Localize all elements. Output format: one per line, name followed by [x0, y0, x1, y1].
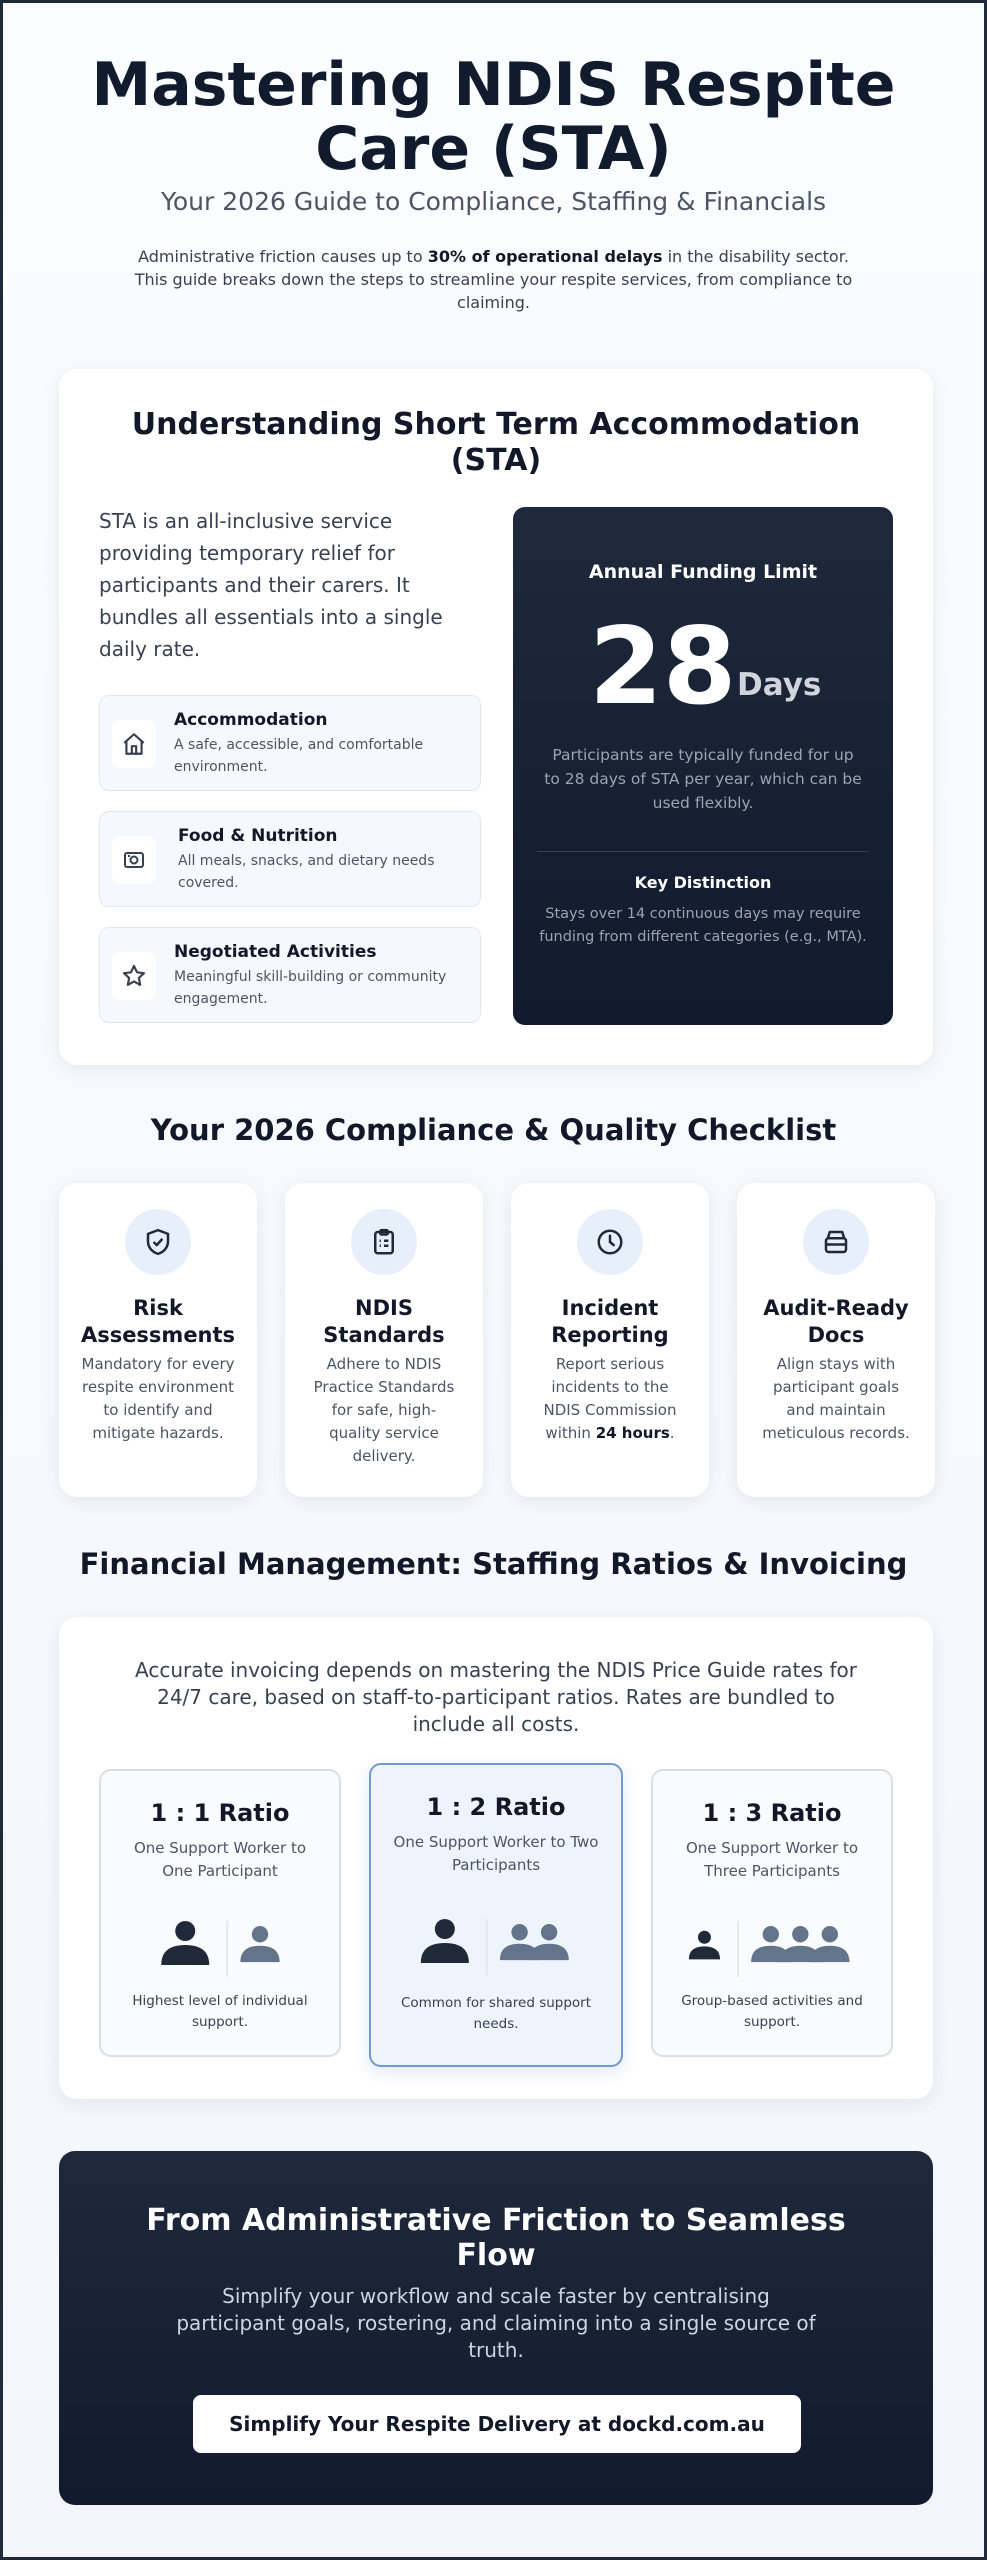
financial-title: Financial Management: Staffing Ratios & Invoicing	[79, 1547, 908, 1581]
cta-section	[59, 2151, 933, 2505]
ratio-title: 1 : 1 Ratio	[150, 1799, 290, 1827]
feature-text: All meals, snacks, and dietary needs covered.	[178, 853, 435, 891]
feature-activities	[99, 927, 481, 1023]
ratio-figure	[101, 1919, 335, 1979]
ratio-note: Common for shared support needs.	[400, 1995, 592, 2032]
checklist-card-title: NDIS Standards	[323, 1296, 445, 1347]
checklist-card-audit	[737, 1183, 935, 1497]
funding-limit-panel	[513, 507, 893, 1025]
feature-food	[99, 811, 481, 907]
key-distinction-title: Key Distinction	[634, 873, 772, 892]
funding-days-number: 28	[589, 605, 737, 728]
ratio-people	[653, 1919, 891, 1979]
intro-text-end: in the disability sector. This guide breaks down the steps to streamline your respite services, from compliance to claiming.	[134, 247, 853, 312]
checklist-card-text	[533, 1353, 687, 1445]
funding-description: Participants are typically funded for up to 28 days of STA per year, which can be used flexibly.	[544, 746, 862, 812]
checklist-card-text: Adhere to NDIS Practice Standards for safe, high-quality service delivery.	[313, 1355, 455, 1465]
participant-icon	[810, 1926, 849, 1962]
key-distinction-text: Stays over 14 continuous days may require funding from different categories (e.g., MTA).	[539, 906, 867, 945]
checklist-card-text: Align stays with participant goals and maintain meticulous records.	[762, 1355, 910, 1442]
ratio-note: Highest level of individual support.	[132, 1993, 308, 2030]
clipboard-icon	[351, 1209, 417, 1275]
sta-section	[59, 369, 933, 1065]
ratio-title: 1 : 3 Ratio	[702, 1799, 842, 1827]
divider	[537, 851, 869, 852]
participant-icon	[240, 1926, 279, 1962]
funding-label: Annual Funding Limit	[588, 561, 818, 583]
clock-icon	[577, 1209, 643, 1275]
feature-text: A safe, accessible, and comfortable environment.	[174, 737, 424, 775]
ratio-figure	[653, 1919, 887, 1979]
financial-intro: Accurate invoicing depends on mastering the NDIS Price Guide rates for 24/7 care, based on staff-to-participant ratios. Rates are bundled to include all costs.	[135, 1658, 857, 1736]
support-worker-icon	[161, 1921, 209, 1965]
archive-icon	[803, 1209, 869, 1275]
ratio-subtitle: One Support Worker to Three Participants	[685, 1839, 859, 1880]
checklist-text-highlight: 24 hours	[595, 1424, 670, 1442]
cta-button[interactable]: Simplify Your Respite Delivery at dockd.com.au	[193, 2395, 801, 2453]
feature-title: Negotiated Activities	[174, 942, 377, 962]
intro-text-start: Administrative friction causes up to	[138, 247, 428, 266]
sta-description: STA is an all-inclusive service providing temporary relief for participants and their carers. It bundles all essentials into a single daily rate.	[99, 509, 443, 661]
page-subtitle: Your 2026 Guide to Compliance, Staffing & Financials	[160, 187, 827, 216]
checklist-text-end: .	[669, 1424, 675, 1442]
ratio-card-1-3	[651, 1769, 893, 2057]
home-icon	[112, 720, 156, 768]
feature-text: Meaningful skill-building or community engagement.	[174, 969, 447, 1007]
checklist-card-risk	[59, 1183, 257, 1497]
ratio-subtitle: One Support Worker to Two Participants	[393, 1833, 599, 1874]
intro-highlight: 30% of operational delays	[427, 247, 663, 266]
participant-icon	[529, 1924, 568, 1960]
ratio-figure	[371, 1917, 617, 1977]
ratio-subtitle: One Support Worker to One Participant	[133, 1839, 307, 1880]
ratio-people	[101, 1919, 339, 1979]
food-icon	[112, 836, 156, 884]
checklist-text-start: Report serious incidents to the NDIS Commission within	[543, 1355, 677, 1442]
star-icon	[112, 952, 156, 1000]
ratio-card-1-1	[99, 1769, 341, 2057]
ratio-card-1-2	[369, 1763, 623, 2067]
checklist-card-title: Risk Assessments	[80, 1296, 236, 1347]
intro-paragraph	[123, 245, 864, 314]
checklist-card-title: Audit-Ready Docs	[763, 1296, 909, 1347]
checklist-card-title: Incident Reporting	[551, 1296, 669, 1347]
shield-check-icon	[125, 1209, 191, 1275]
page-title: Mastering NDIS Respite Care (STA)	[91, 50, 896, 184]
feature-title: Accommodation	[174, 710, 328, 730]
checklist-card-text: Mandatory for every respite environment to identify and mitigate hazards.	[81, 1355, 235, 1442]
checklist-title: Your 2026 Compliance & Quality Checklist	[150, 1113, 837, 1147]
feature-accommodation	[99, 695, 481, 791]
checklist-card-incident	[511, 1183, 709, 1497]
ratio-title: 1 : 2 Ratio	[426, 1793, 566, 1821]
ratio-note: Group-based activities and support.	[681, 1993, 863, 2030]
sta-title: Understanding Short Term Accommodation (STA)	[131, 407, 861, 478]
funding-days-unit: Days	[737, 667, 822, 703]
feature-title: Food & Nutrition	[178, 826, 338, 846]
cta-title: From Administrative Friction to Seamless Flow	[146, 2203, 846, 2273]
checklist-card-standards	[285, 1183, 483, 1497]
support-worker-icon	[421, 1919, 469, 1963]
ratio-people	[371, 1917, 621, 1977]
financial-section	[59, 1617, 933, 2099]
cta-text: Simplify your workflow and scale faster by centralising participant goals, rostering, and claiming into a single source of truth.	[176, 2284, 816, 2362]
support-worker-icon	[689, 1931, 720, 1960]
